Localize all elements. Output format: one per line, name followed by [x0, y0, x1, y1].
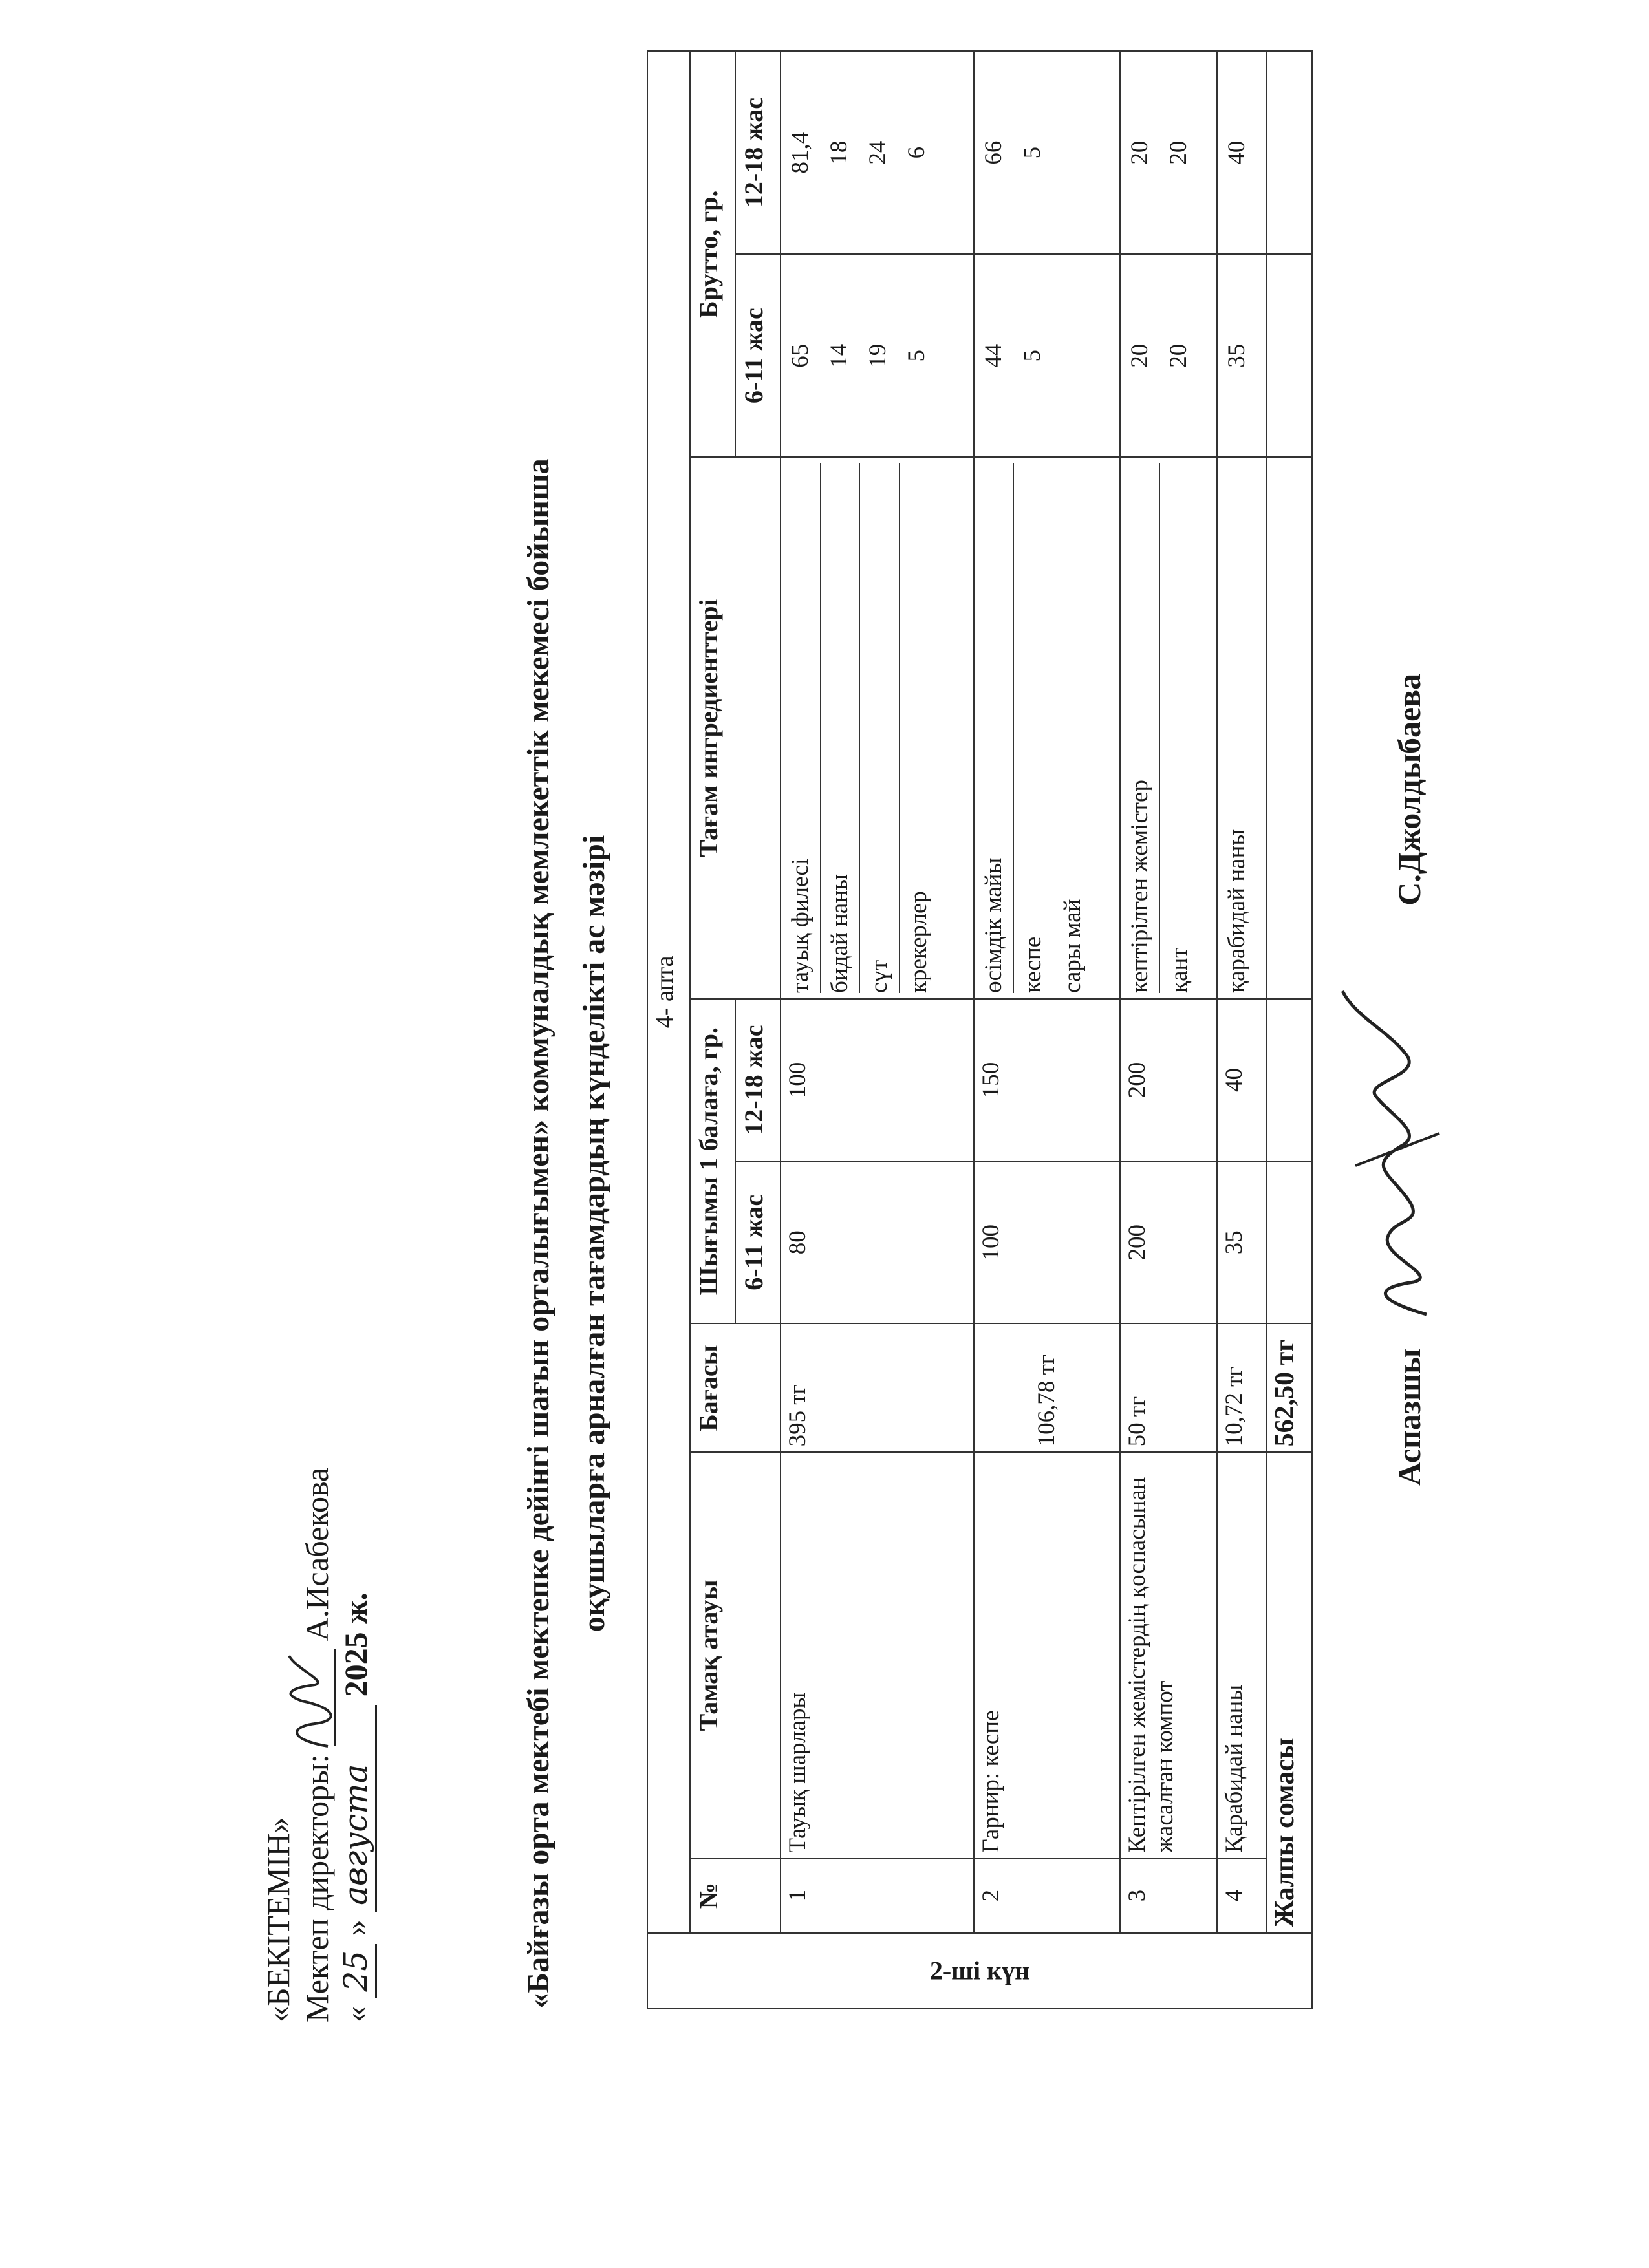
- table-row: [781, 51, 975, 2009]
- cook-signature-line: [1390, 674, 1428, 1486]
- brutto-value: 44: [980, 343, 1008, 368]
- col-brutto-age2: 12-18 жас: [735, 51, 781, 254]
- director-name: А.Исабекова: [299, 1467, 335, 1642]
- date-quote-open: «: [338, 2006, 374, 2022]
- row-yield1: 35: [1217, 1161, 1266, 1323]
- date-quote-close: »: [338, 1920, 374, 1936]
- brutto-value: 66: [980, 140, 1008, 165]
- row-yield2: 150: [974, 999, 1119, 1161]
- row-yield2: 40: [1217, 999, 1266, 1161]
- brutto-value: 19: [864, 343, 891, 368]
- brutto-value: 5: [1019, 146, 1046, 159]
- row-brutto1: [781, 254, 975, 457]
- row-brutto1: [1120, 254, 1218, 457]
- ingredient: өсімдік майы: [975, 463, 1014, 993]
- director-signature: [308, 1649, 336, 1746]
- total-label: Жалпы сомасы: [1266, 1452, 1312, 1932]
- brutto-value: 40: [1223, 140, 1251, 165]
- row-price: 106,78 тг: [974, 1323, 1119, 1452]
- table-row: [974, 51, 1119, 2009]
- menu-title: [511, 393, 622, 2074]
- total-row: [1266, 51, 1312, 2009]
- row-ingredients: [974, 457, 1119, 999]
- brutto-value: 6: [903, 146, 930, 159]
- row-ingredients: [781, 457, 975, 999]
- ingredient: тауық филесі: [781, 463, 821, 993]
- brutto-value: [1052, 255, 1091, 456]
- brutto-value: 24: [864, 140, 891, 165]
- title-line-1: «Байғазы орта мектебі мектепке дейінгі шағын орталығымен» коммуналдық мемлекеттік мекемесі бойынша: [521, 458, 555, 2009]
- col-brutto-age1: 6-11 жас: [735, 254, 781, 457]
- ingredient: кеспе: [1014, 463, 1053, 993]
- col-price: Бағасы: [690, 1323, 781, 1452]
- brutto-value: 14: [825, 343, 852, 368]
- brutto-value: 20: [1126, 343, 1153, 368]
- table-row: [1217, 51, 1266, 2009]
- approval-block: [259, 1468, 377, 2022]
- date-day: 25: [336, 1944, 377, 1998]
- row-no: 3: [1120, 1859, 1218, 1933]
- ingredient: қант: [1165, 947, 1192, 993]
- ingredient: бидай наны: [821, 463, 860, 993]
- col-yield: Шығымы 1 балаға, гр.: [690, 999, 735, 1324]
- brutto-value: 81,4: [786, 131, 814, 174]
- row-yield2: 200: [1120, 999, 1218, 1161]
- row-no: 1: [781, 1859, 975, 1933]
- row-brutto1: [1217, 254, 1266, 457]
- row-brutto2: [781, 51, 975, 254]
- week-header: 4- апта: [647, 51, 690, 1933]
- col-brutto: Брутто, гр.: [690, 51, 735, 457]
- row-name: Кептірілген жемістердің қоспасынан жасалған компот: [1120, 1452, 1218, 1858]
- row-ingredients: [1120, 457, 1218, 999]
- day-label: 2-ші күн: [929, 1956, 1030, 1985]
- col-no: №: [690, 1859, 781, 1933]
- col-ingredients: Тағам ингредиенттері: [690, 457, 781, 999]
- row-price: 10,72 тг: [1217, 1323, 1266, 1452]
- row-yield1: 100: [974, 1161, 1119, 1323]
- row-ingredients: [1217, 457, 1266, 999]
- cook-name: С.Джолдыбаева: [1391, 673, 1427, 906]
- row-name: Гарнир: кеспе: [974, 1452, 1119, 1858]
- menu-table: [647, 50, 1313, 2009]
- brutto-value: [1052, 52, 1091, 253]
- row-no: 2: [974, 1859, 1119, 1933]
- row-yield1: 80: [781, 1161, 975, 1323]
- cook-signature: [1414, 914, 1420, 1340]
- row-brutto2: [1120, 51, 1218, 254]
- row-yield1: 200: [1120, 1161, 1218, 1323]
- brutto-value: 20: [1126, 140, 1153, 165]
- row-brutto2: [974, 51, 1119, 254]
- director-line: [297, 1468, 336, 2022]
- row-brutto1: [974, 254, 1119, 457]
- brutto-value: 20: [1165, 140, 1192, 165]
- total-value: 562,50 тг: [1266, 1323, 1312, 1452]
- cook-label: Аспазшы: [1391, 1348, 1427, 1486]
- row-price: 395 тг: [781, 1323, 975, 1452]
- brutto-value: 18: [825, 140, 852, 165]
- row-name: Қарабидай наны: [1217, 1452, 1266, 1858]
- row-yield2: 100: [781, 999, 975, 1161]
- ingredient: қарабидай наны: [1223, 829, 1251, 993]
- brutto-value: 5: [903, 349, 930, 362]
- table-row: [1120, 51, 1218, 2009]
- brutto-value: 5: [1019, 349, 1046, 362]
- director-label: Мектеп директоры:: [299, 1754, 335, 2022]
- brutto-value: 65: [786, 343, 814, 368]
- ingredient: сары май: [1059, 899, 1086, 993]
- row-no: 4: [1217, 1859, 1266, 1933]
- col-name: Тамақ атауы: [690, 1452, 781, 1858]
- brutto-value: 20: [1165, 343, 1192, 368]
- row-brutto2: [1217, 51, 1266, 254]
- row-name: Тауық шарлары: [781, 1452, 975, 1858]
- title-line-2: оқушыларға арналған тағамдардың күнделікті ас мәзірі: [577, 835, 611, 1632]
- date-year: 2025 ж.: [338, 1592, 374, 1697]
- brutto-value: 35: [1223, 343, 1251, 368]
- col-yield-age1: 6-11 жас: [735, 1161, 781, 1323]
- ingredient: сүт: [860, 463, 900, 993]
- approval-word: «БЕКІТЕМІН»: [260, 1817, 296, 2022]
- row-price: 50 тг: [1120, 1323, 1218, 1452]
- day-label-cell: [647, 1933, 1312, 2009]
- date-month: августа: [336, 1705, 377, 1912]
- date-line: [336, 1468, 377, 2022]
- col-yield-age2: 12-18 жас: [735, 999, 781, 1161]
- ingredient: кептірілген жемістер: [1121, 463, 1160, 993]
- ingredient: крекерлер: [905, 891, 932, 993]
